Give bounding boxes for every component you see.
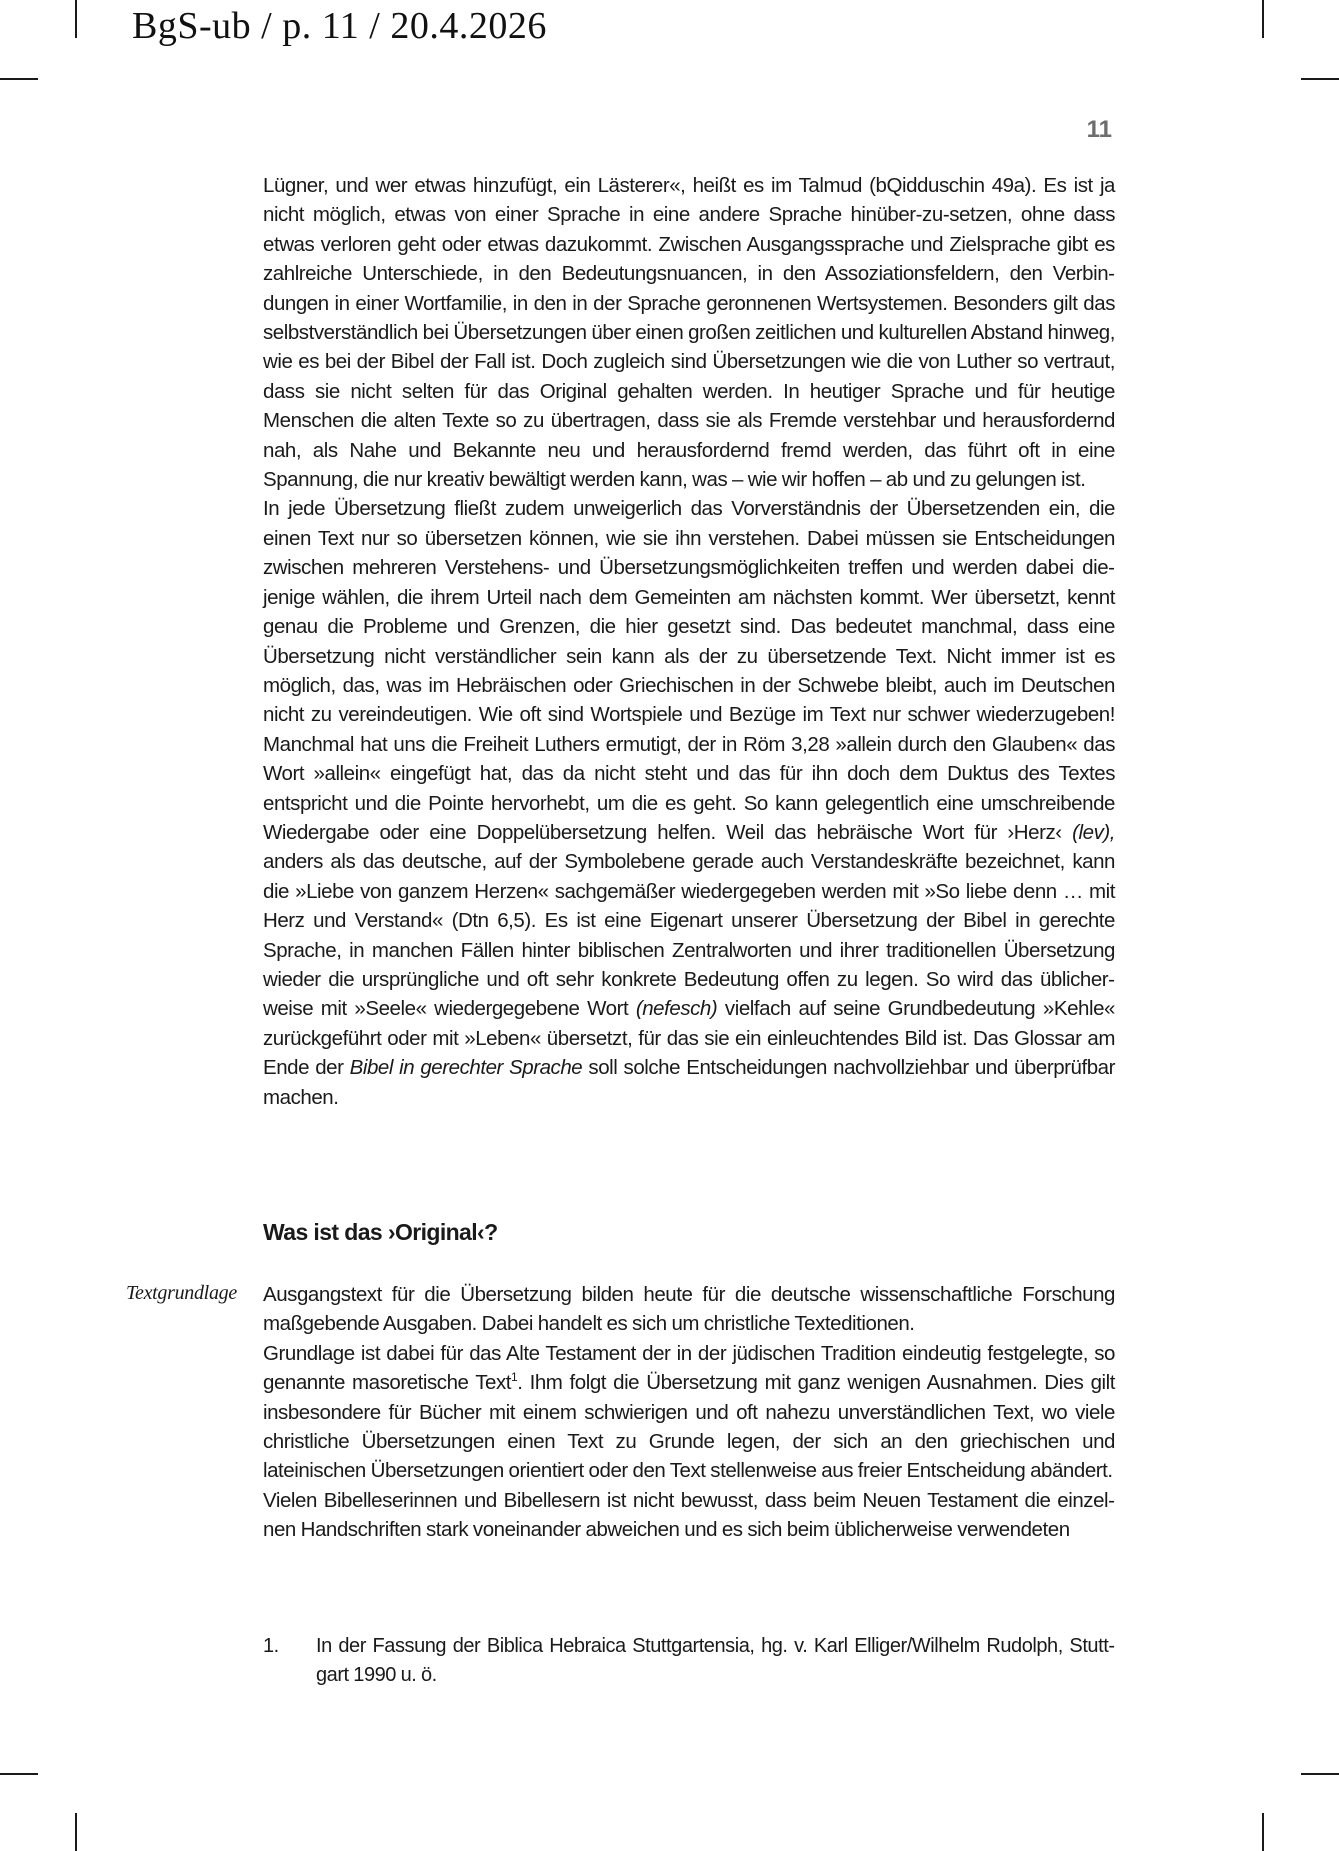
- crop-mark-bottom-left-vertical: [75, 1813, 77, 1851]
- section-heading: Was ist das ›Original‹?: [263, 1219, 498, 1245]
- print-slug: BgS-ub / p. 11 / 20.4.2026: [132, 5, 547, 47]
- intro-paragraph: In jede Übersetzung fließt zudem unweigerlich das Vorverständnis der Übersetzenden ein, die einen Text nur so übersetzen können, wie sie ihn verstehen. Dabei müssen sie Entscheidungen zwischen mehreren Verstehens- und Übersetzungsmöglichkeiten treffen und werden dabei diejenige wählen, die ihrem Urteil nach dem Gemeinten am nächsten kommt. Wer übersetzt, kennt genau die Probleme und Grenzen, die hier gesetzt sind. Das bedeutet manchmal, dass eine Übersetzung nicht verständlicher sein kann als der zu übersetzende Text. Nicht immer ist es möglich, das, was im Hebräischen oder Griechischen in der Schwebe bleibt, auch im Deutschen nicht zu vereindeutigen. Wie oft sind Wortspiele und Bezüge im Text nur schwer wiederzugeben! Manchmal hat uns die Freiheit Luthers ermutigt, der in Röm 3,28 »allein durch den Glauben« das Wort »allein« eingefügt hat, das da nicht steht und das für ihn doch dem Duktus des Textes entspricht und die Pointe hervorhebt, um die es geht. So kann gelegentlich eine umschreibende Wiedergabe oder eine Doppelübersetzung helfen. Weil das hebräische Wort für ›Herz‹ (lev), anders als das deutsche, auf der Symbolebene gerade auch Verstandeskräfte bezeichnet, kann die »Liebe von ganzem Herzen« sachgemäßer wiedergegeben werden mit »So liebe denn … mit Herz und Verstand« (Dtn 6,5). Es ist eine Eigenart unserer Übersetzung der Bibel in gerechte Sprache, in manchen Fällen hinter biblischen Zentralworten und ihrer traditionellen Übersetzung wieder die ursprüngliche und oft sehr konkrete Bedeutung offen zu legen. So wird das üblicherweise mit »Seele« wiedergegebene Wort (nefesch) vielfach auf seine Grundbedeutung »Kehle« zurückgeführt oder mit »Leben« übersetzt, für das sie ein einleuchtendes Bild ist. Das Glossar am Ende der Bibel in gerechter Sprache soll solche Entscheidungen nachvollziehbar und überprüfbar machen.: [263, 497, 1115, 1109]
- footnote-reference: 1: [511, 1370, 518, 1385]
- section-paragraph: Ausgangstext für die Übersetzung bilden heute für die deutsche wissenschaftliche Forschung maßgebende Ausgaben. Dabei handelt es sich um christliche Texteditionen.: [263, 1283, 1115, 1336]
- section-text-block: [263, 1280, 1115, 1545]
- crop-mark-bottom-left-horizontal: [0, 1773, 38, 1775]
- italic-term: (nefesch): [635, 997, 718, 1021]
- section-paragraph: Grundlage ist dabei für das Alte Testament der in der jüdischen Tradition eindeutig festgelegte, so genannte masoretische Text$^1$. Ihm folgt die Übersetzung mit ganz wenigen Ausnahmen. Dies gilt insbesondere für Bücher mit einem schwierigen und oft nahezu unverständlichen Text, wo viele christliche Übersetzungen einen Text zu Grunde legen, der sich an den griechischen und lateinischen Übersetzungen orientiert oder den Text stellenweise aus freier Entscheidung abändert.: [263, 1341, 1115, 1483]
- crop-mark-top-left-horizontal: [0, 78, 38, 80]
- footnote-number: 1.: [263, 1635, 279, 1657]
- footnote: [263, 1632, 1115, 1690]
- italic-term: Bibel in gerechter Sprache: [349, 1056, 583, 1080]
- italic-term: (lev),: [1072, 820, 1115, 844]
- crop-mark-top-left-vertical: [75, 0, 77, 38]
- margin-note: Textgrundlage: [126, 1282, 237, 1304]
- footnote-text: In der Fassung der Biblica Hebraica Stuttgartensia, hg. v. Karl Elliger/Wilhelm Rudolph, Stuttgart 1990 u. ö.: [316, 1635, 1115, 1686]
- intro-text-block: [263, 171, 1115, 1112]
- intro-paragraph: Lügner, und wer etwas hinzufügt, ein Lästerer«, heißt es im Talmud (bQidduschin 49a). Es ist ja nicht möglich, etwas von einer Sprache in eine andere Sprache hinüber-zu-setzen, ohne dass etwas verloren geht oder etwas dazukommt. Zwischen Ausgangssprache und Zielsprache gibt es zahlreiche Unterschiede, in den Bedeutungsnuancen, in den Assoziationsfeldern, den Verbindungen in einer Wortfamilie, in den in der Sprache geronnenen Wertsystemen. Besonders gilt das selbstverständlich bei Übersetzungen über einen großen zeitlichen und kulturellen Abstand hinweg, wie es bei der Bibel der Fall ist. Doch zugleich sind Übersetzungen wie die von Luther so vertraut, dass sie nicht selten für das Original gehalten werden. In heutiger Sprache und für heutige Menschen die alten Texte so zu übertragen, dass sie als Fremde verstehbar und herausfordernd nah, als Nahe und Bekannte neu und herausfordernd fremd werden, das führt oft in eine Spannung, die nur kreativ bewältigt werden kann, was – wie wir hoffen – ab und zu gelungen ist.: [263, 174, 1115, 492]
- page-number: 11: [1086, 116, 1112, 143]
- section-paragraph: Vielen Bibelleserinnen und Bibellesern ist nicht bewusst, dass beim Neuen Testament die einzelnen Handschriften stark voneinander abweichen und es sich beim üblicherweise verwendeten: [263, 1488, 1115, 1542]
- crop-mark-top-right-vertical: [1262, 0, 1264, 38]
- crop-mark-top-right-horizontal: [1301, 78, 1339, 80]
- crop-mark-bottom-right-vertical: [1262, 1813, 1264, 1851]
- crop-mark-bottom-right-horizontal: [1301, 1773, 1339, 1775]
